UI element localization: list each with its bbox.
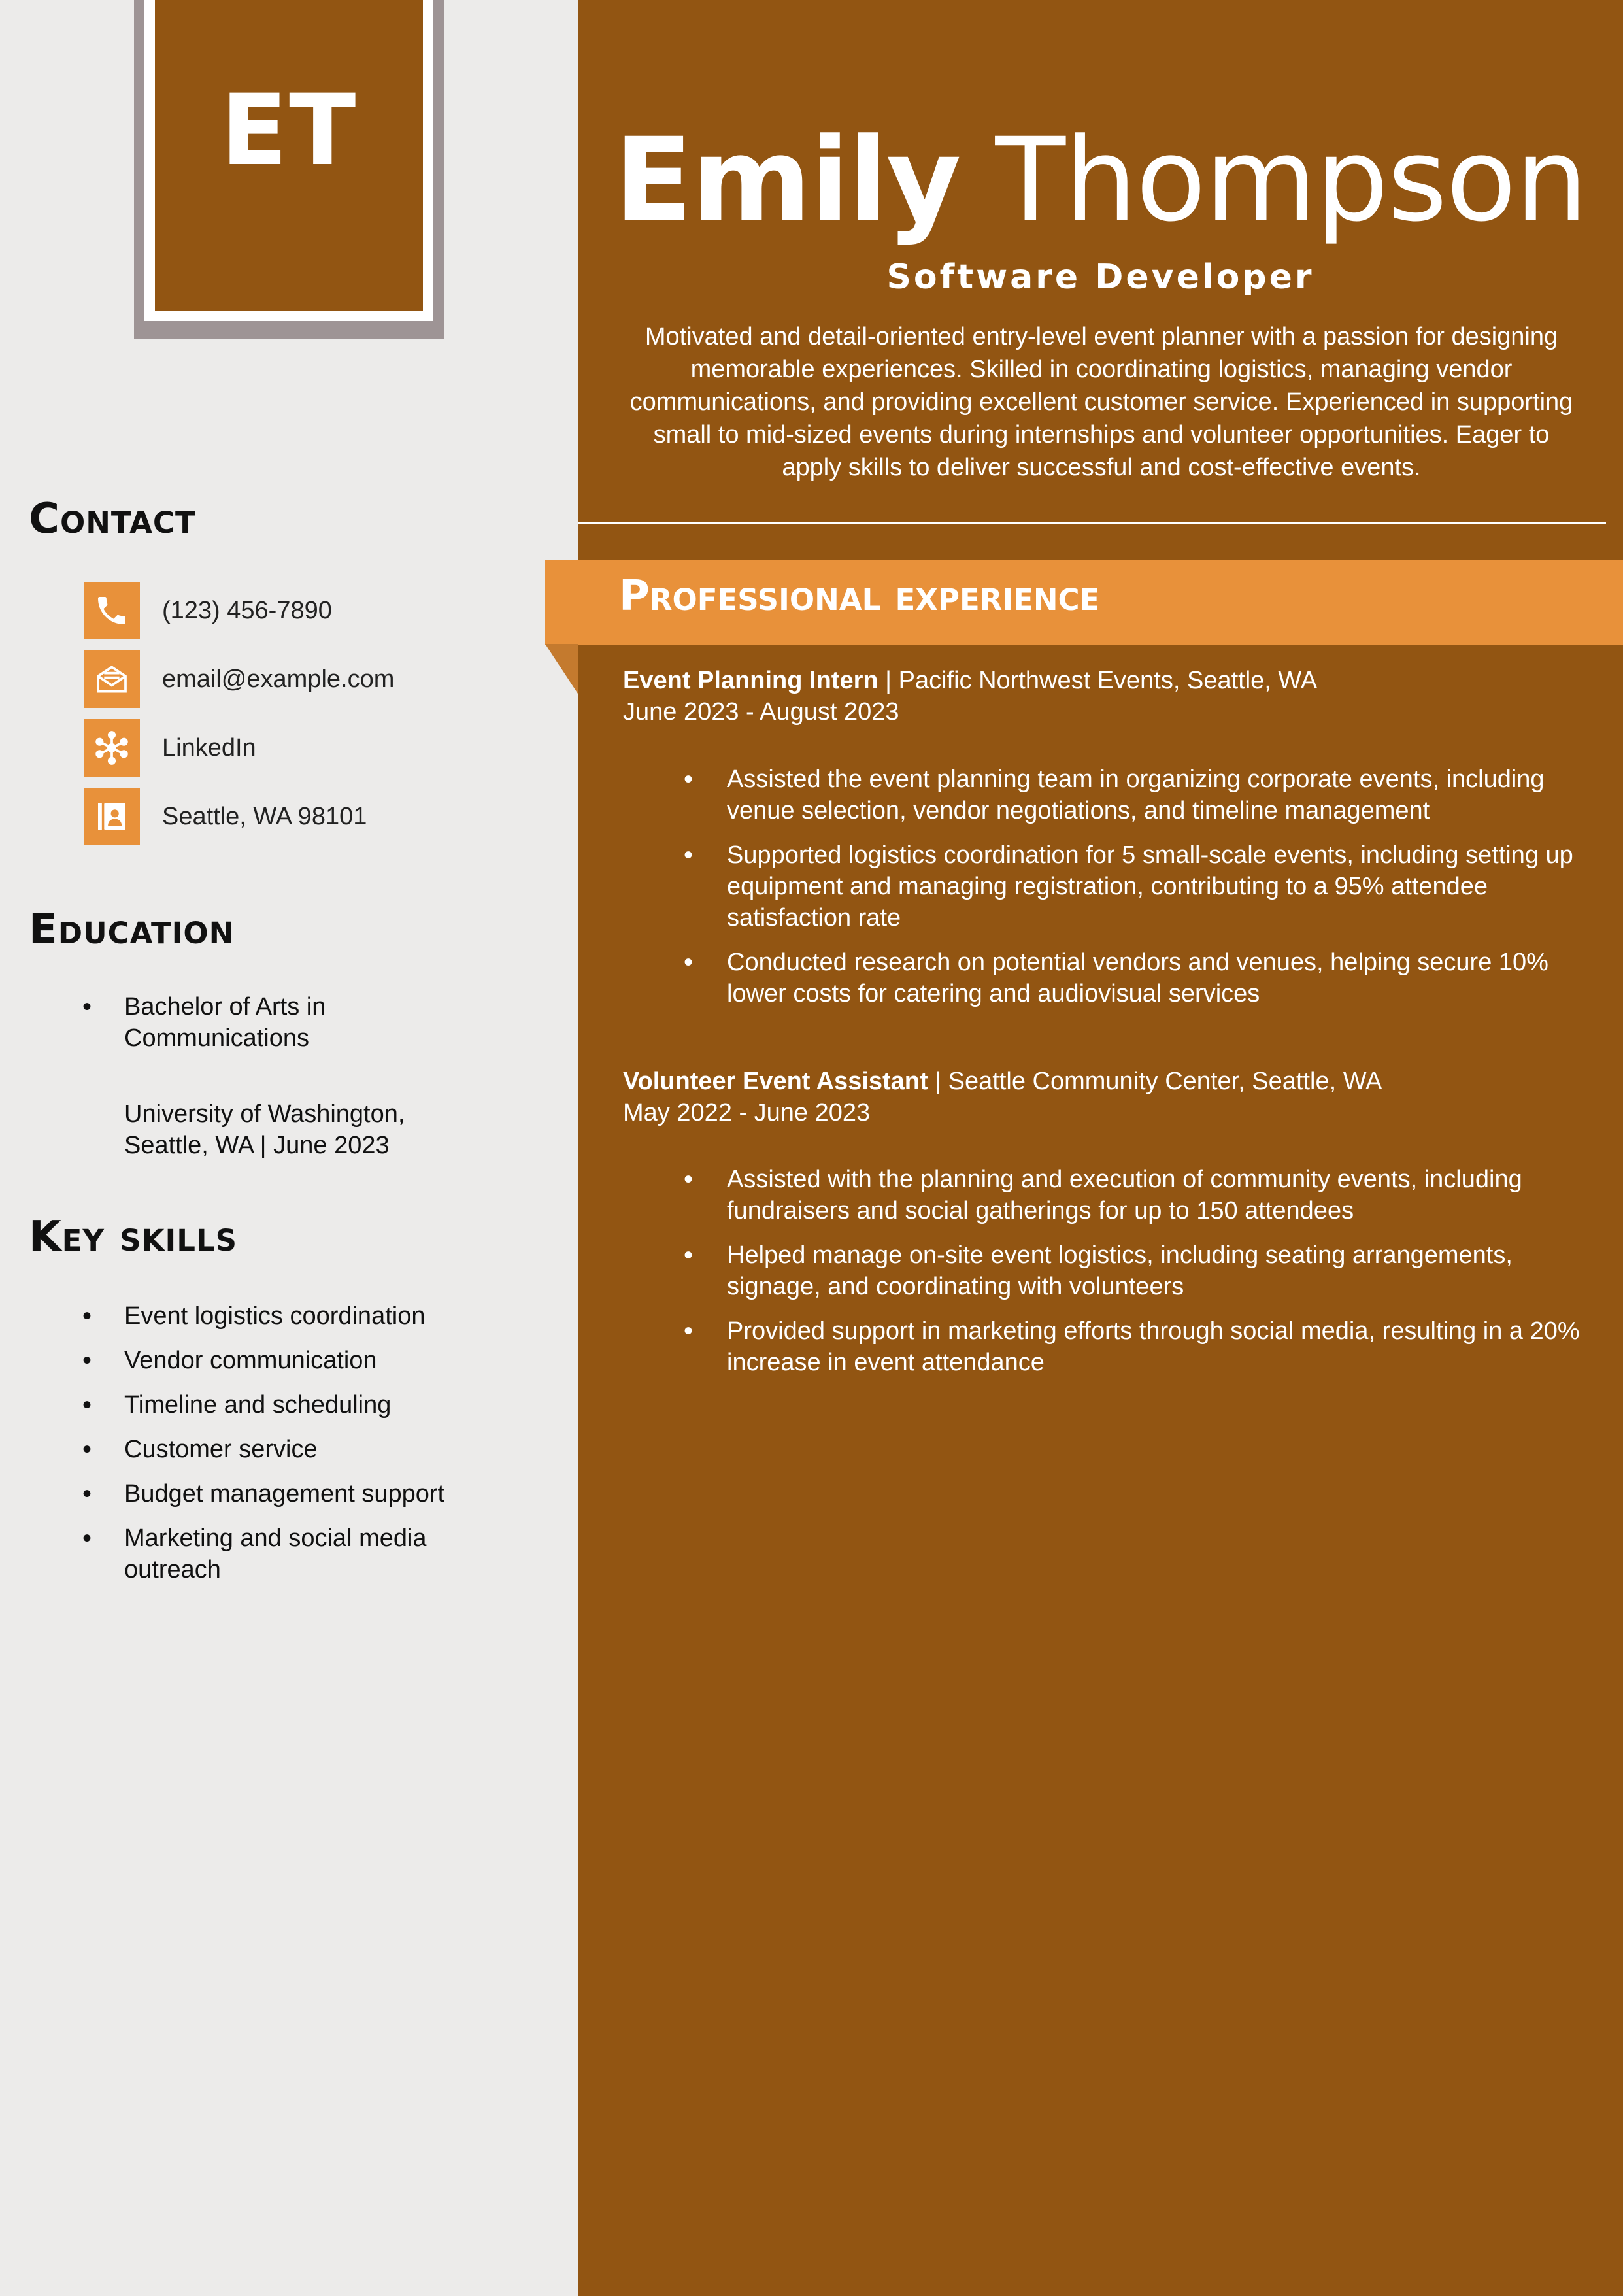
education-school: University of Washington, Seattle, WA | June 2023 [124,1100,405,1159]
email-text[interactable]: email@example.com [162,665,395,693]
first-name: Emily [614,113,960,247]
summary: Motivated and detail-oriented entry-level event planner with a passion for designing memorable experiences. Skilled in coordinating logistics, managing vendor communications, and providing excellent customer service. Experienced in supporting small to mid-sized events during internships and volunteer opportunities. Eager to apply skills to deliver successful and cost-effective events. [629,323,1573,481]
skill-item: • Customer service [124,1434,490,1465]
contact-list [84,582,394,856]
skill-item: • Event logistics coordination [124,1300,490,1332]
skill-item: • Vendor communication [124,1345,490,1376]
job-company: | Pacific Northwest Events, Seattle, WA [878,667,1318,694]
contact-phone [84,582,394,639]
contact-linkedin [84,719,394,777]
contact-email [84,650,394,708]
monogram-initials: ET [220,74,358,188]
job-company: | Seattle Community Center, Seattle, WA [928,1068,1382,1095]
experience-heading: Professional experience [619,572,1100,620]
linkedin-text[interactable]: LinkedIn [162,734,256,762]
education-degree: • Bachelor of Arts in Communications [124,991,490,1054]
header-divider [578,522,1606,524]
job-bullet: • Supported logistics coordination for 5 small-scale events, including setting up equipment and managing registration, contributing to a 95% attendee satisfaction rate [727,839,1603,934]
job-bullet: • Conducted research on potential vendors and venues, helping secure 10% lower costs for catering and audiovisual services [727,947,1603,1009]
job-dates: June 2023 - August 2023 [623,698,899,726]
job-bullet: • Assisted the event planning team in organizing corporate events, including venue selection, vendor negotiations, and timeline management [727,764,1603,826]
job-title-line [623,1066,1382,1097]
education-list [124,991,490,1161]
monogram-box [155,0,423,311]
job-bullet: • Helped manage on-site event logistics, including seating arrangements, signage, and coordinating with volunteers [727,1240,1603,1302]
job-bullet: • Provided support in marketing efforts through social media, resulting in a 20% increase in event attendance [727,1315,1603,1378]
job-dates: May 2022 - June 2023 [623,1099,871,1126]
banner-fold [545,644,578,694]
phone-text[interactable]: (123) 456-7890 [162,596,332,624]
last-name: Thompson [995,113,1587,247]
job-header [623,1066,1382,1128]
full-name [578,113,1623,247]
address-icon [84,788,140,845]
education-heading: Education [29,905,235,954]
skills-heading: Key skills [29,1213,237,1261]
job-bullets [727,764,1603,1022]
skill-item: • Budget management support [124,1478,490,1510]
skills-list [124,1300,490,1585]
linkedin-icon [84,719,140,777]
address-text: Seattle, WA 98101 [162,802,367,830]
phone-icon [84,582,140,639]
job-role: Volunteer Event Assistant [623,1068,928,1095]
skill-item: • Timeline and scheduling [124,1389,490,1421]
job-role: Event Planning Intern [623,667,878,694]
contact-heading: Contact [29,495,196,543]
job-bullets [727,1164,1603,1391]
email-icon [84,650,140,708]
job-bullet: • Assisted with the planning and execution of community events, including fundraisers and social gatherings for up to 150 attendees [727,1164,1603,1226]
contact-address [84,788,394,845]
job-title-line [623,665,1317,696]
job-header [623,665,1317,728]
skill-item: • Marketing and social media outreach [124,1523,490,1585]
job-title: Software Developer [886,258,1314,297]
